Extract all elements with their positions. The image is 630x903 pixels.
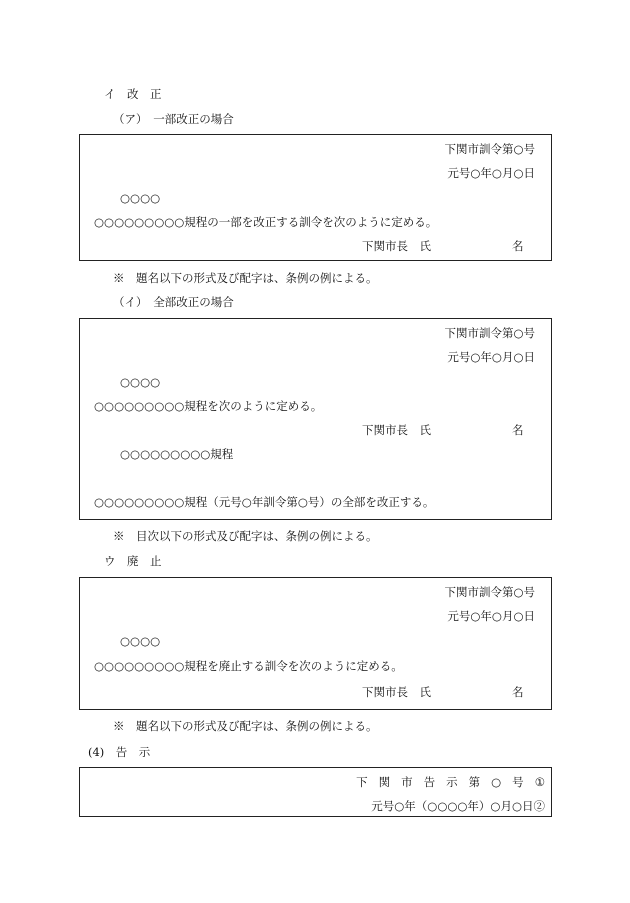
signer-title: 下関市長 氏 <box>362 685 431 699</box>
order-body: ○○○○○○○○○規程の一部を改正する訓令を次のように定める。 <box>94 215 438 229</box>
section-heading-kokuji: (4) 告 示 <box>88 745 151 759</box>
note-partial-revision: ※ 題名以下の形式及び配字は、条例の例による。 <box>113 271 378 285</box>
item-placeholder: ○○○○ <box>120 191 161 205</box>
circle-mark-2: ② <box>533 799 545 813</box>
order-number: 下関市訓令第○号 <box>444 585 535 599</box>
order-date: 元号○年○月○日 <box>447 166 535 180</box>
order-body: ○○○○○○○○○規程を次のように定める。 <box>94 399 323 413</box>
section-heading-haishi: ウ 廃 止 <box>104 554 162 568</box>
order-number: 下関市訓令第○号 <box>444 142 535 156</box>
section-heading-kaisei: イ 改 正 <box>104 87 162 101</box>
item-placeholder: ○○○○ <box>120 634 161 648</box>
circle-mark-1: ① <box>534 775 545 789</box>
regulation-title: ○○○○○○○○○規程 <box>120 447 234 461</box>
template-box-partial-revision <box>79 134 552 261</box>
note-full-revision: ※ 目次以下の形式及び配字は、条例の例による。 <box>113 529 378 543</box>
signer-title: 下関市長 氏 <box>362 239 431 253</box>
subheading-partial-revision: （ア） 一部改正の場合 <box>113 112 234 126</box>
template-box-notice <box>79 767 552 817</box>
template-box-full-revision <box>79 318 552 520</box>
order-number: 下関市訓令第○号 <box>444 326 535 340</box>
notice-number: 下関市告示第○号 <box>356 775 535 789</box>
notice-date-row <box>371 801 545 813</box>
item-placeholder: ○○○○ <box>120 375 161 389</box>
signer-name: 名 <box>512 685 524 699</box>
revision-footer: ○○○○○○○○○規程（元号○年訓令第○号）の全部を改正する。 <box>94 495 435 509</box>
signer-name: 名 <box>512 423 524 437</box>
subheading-full-revision: （イ） 全部改正の場合 <box>113 295 234 309</box>
notice-number-row <box>356 777 545 789</box>
signer-name: 名 <box>512 239 524 253</box>
order-date: 元号○年○月○日 <box>447 350 535 364</box>
signer-title: 下関市長 氏 <box>362 423 431 437</box>
notice-date: 元号○年（○○○○年）○月○日 <box>371 799 534 813</box>
order-body: ○○○○○○○○○規程を廃止する訓令を次のように定める。 <box>94 659 403 673</box>
template-box-repeal <box>79 577 552 710</box>
order-date: 元号○年○月○日 <box>447 609 535 623</box>
note-repeal: ※ 題名以下の形式及び配字は、条例の例による。 <box>113 719 378 733</box>
